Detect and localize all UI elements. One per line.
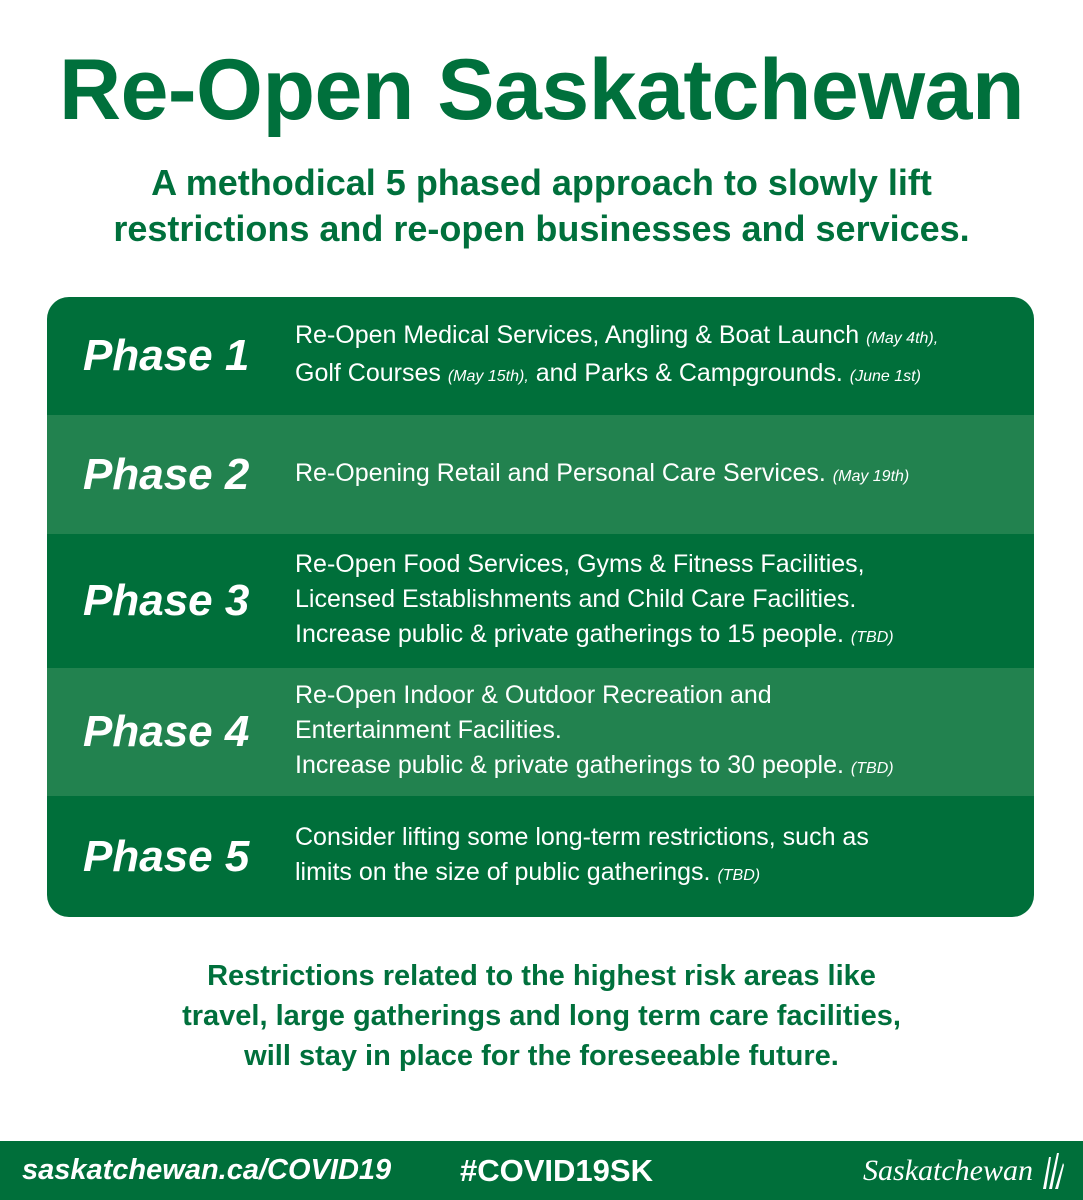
phase-date: (TBD)	[850, 629, 894, 646]
phase-text: Re-Open Medical Services, Angling & Boat Launch	[295, 321, 860, 349]
phase-description	[295, 668, 1014, 796]
bottom-bar	[0, 1141, 1083, 1200]
phase-description	[295, 534, 1014, 668]
phase-line	[295, 855, 1014, 893]
phase-description	[295, 415, 1014, 534]
subtitle	[40, 160, 1043, 252]
phase-row-3	[47, 534, 1034, 668]
subtitle-line: restrictions and re-open businesses and services.	[113, 208, 970, 249]
phase-line: Re-Open Food Services, Gyms & Fitness Facilities,	[295, 550, 865, 578]
footer-note-line: travel, large gatherings and long term care facilities,	[182, 1000, 901, 1032]
page-title: Re-Open Saskatchewan	[58, 42, 1025, 138]
phases-panel	[47, 297, 1034, 917]
phase-date: (TBD)	[850, 760, 894, 777]
saskatchewan-logo	[863, 1141, 1065, 1200]
phase-line	[295, 456, 1014, 494]
phase-label: Phase 1	[83, 331, 250, 380]
logo-text: Saskatchewan	[863, 1153, 1033, 1187]
phase-line	[295, 748, 1014, 786]
wheat-icon	[1039, 1151, 1065, 1191]
phase-date: (May 19th)	[832, 467, 910, 485]
hashtag: #COVID19SK	[460, 1152, 653, 1188]
phase-description	[295, 796, 1014, 917]
phase-line: Consider lifting some long-term restrictions, such as	[295, 823, 869, 851]
phase-label: Phase 4	[83, 707, 250, 756]
footer-note	[40, 956, 1043, 1076]
website-link[interactable]: saskatchewan.ca/COVID19	[22, 1154, 392, 1186]
phase-row-4	[47, 668, 1034, 796]
phase-text: Increase public & private gatherings to 15 people.	[295, 620, 844, 648]
phase-line	[295, 617, 1014, 655]
phase-text: Re-Opening Retail and Personal Care Services.	[295, 458, 826, 487]
phase-row-2	[47, 415, 1034, 534]
phase-label: Phase 3	[83, 576, 250, 625]
phase-label: Phase 2	[83, 449, 250, 499]
phase-label: Phase 5	[83, 831, 250, 881]
footer-note-line: will stay in place for the foreseeable future.	[244, 1040, 839, 1072]
phase-text: Increase public & private gatherings to 30 people.	[295, 751, 844, 779]
phase-description	[295, 297, 1014, 415]
phase-date: (May 4th),	[866, 330, 939, 347]
phase-row-1	[47, 297, 1034, 415]
subtitle-line: A methodical 5 phased approach to slowly lift	[151, 162, 932, 203]
phase-line: Licensed Establishments and Child Care Facilities.	[295, 585, 857, 613]
phase-text: Golf Courses	[295, 359, 441, 387]
phase-row-5	[47, 796, 1034, 917]
footer-note-line: Restrictions related to the highest risk areas like	[207, 960, 876, 992]
phase-text: limits on the size of public gatherings.	[295, 858, 711, 886]
phase-line: Re-Open Indoor & Outdoor Recreation and	[295, 681, 772, 709]
phase-line: Entertainment Facilities.	[295, 716, 562, 744]
phase-text: and Parks & Campgrounds.	[535, 359, 843, 387]
phase-date: (TBD)	[717, 867, 761, 884]
phase-line	[295, 318, 1014, 356]
phase-date: (June 1st)	[849, 368, 921, 385]
phase-line	[295, 356, 1014, 394]
phase-date: (May 15th),	[447, 368, 529, 385]
